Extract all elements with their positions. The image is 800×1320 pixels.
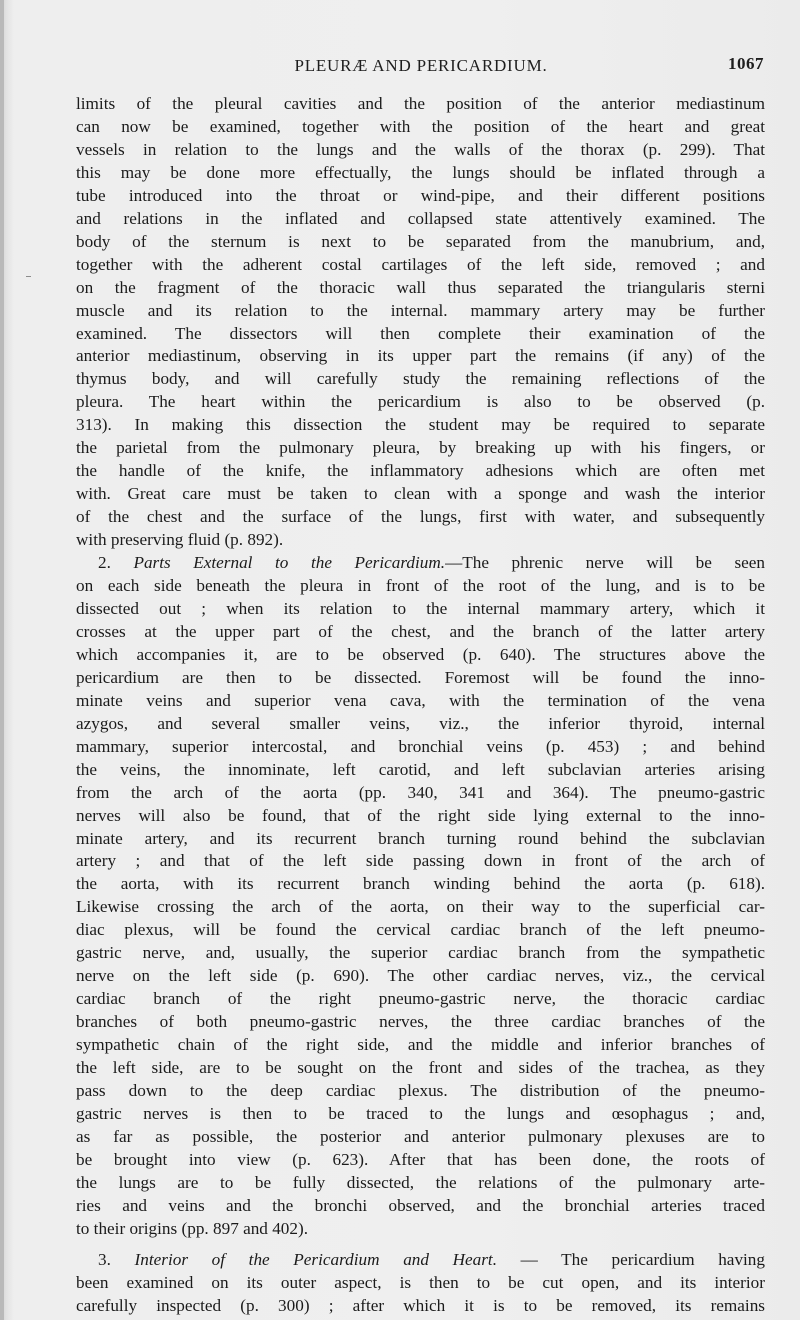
text-line: cardiac branch of the right pneumo-gastric nerve, the thoracic cardiac (76, 989, 765, 1009)
paragraph-3-first-line (76, 1249, 765, 1272)
paragraph-3-first-line-rest: — The pericardium having (497, 1249, 765, 1269)
margin-mark (26, 276, 31, 277)
text-line: branches of both pneumo-gastric nerves, the three cardiac branches of the (76, 1012, 765, 1032)
text-line: carefully inspected (p. 300) ; after which it is to be removed, its remains (76, 1295, 765, 1315)
text-line: examined. The dissectors will then complete their examination of the (76, 323, 765, 343)
text-line: gastric nerves is then to be traced to the lungs and œsophagus ; and, (76, 1103, 765, 1123)
text-line: can now be examined, together with the position of the heart and great (76, 116, 765, 136)
section-number: 3. (98, 1249, 111, 1269)
text-line: tube introduced into the throat or wind-pipe, and their different positions (76, 185, 765, 205)
paragraph-2-first-line-rest: —The phrenic nerve will be seen (445, 553, 765, 573)
text-line: the lungs are to be fully dissected, the relations of the pulmonary arte- (76, 1172, 765, 1192)
text-line: be brought into view (p. 623). After that has been done, the roots of (76, 1149, 765, 1169)
text-line: and relations in the inflated and collapsed state attentively examined. The (76, 208, 765, 228)
text-line: muscle and its relation to the internal. mammary artery may be further (76, 300, 765, 320)
text-line: body of the sternum is next to be separated from the manubrium, and, (76, 231, 765, 251)
section-heading: Interior of the Pericardium and Heart. (134, 1249, 498, 1269)
text-line: Likewise crossing the arch of the aorta, on their way to the superficial car- (76, 897, 765, 917)
text-line: pleura. The heart within the pericardium is also to be observed (p. (76, 392, 765, 412)
text-line: limits of the pleural cavities and the position of the anterior mediastinum (76, 94, 765, 113)
text-line: pericardium are then to be dissected. Foremost will be found the inno- (76, 667, 765, 687)
text-line: the veins, the innominate, left carotid, and left subclavian arteries arising (76, 759, 765, 779)
paragraph-2-first-line (76, 552, 765, 575)
text-line: crosses at the upper part of the chest, and the branch of the latter artery (76, 621, 765, 641)
text-line: as far as possible, the posterior and anterior pulmonary plexuses are to (76, 1126, 765, 1146)
text-line: nerves will also be found, that of the right side lying external to the inno- (76, 805, 765, 825)
text-line: with. Great care must be taken to clean with a sponge and wash the interior (76, 484, 765, 504)
text-line: thymus body, and will carefully study the remaining reflections of the (76, 369, 765, 389)
text-line: on each side beneath the pleura in front of the root of the lung, and is to be (76, 576, 765, 596)
text-line: azygos, and several smaller veins, viz., the inferior thyroid, internal (76, 713, 765, 733)
text-line: 313). In making this dissection the student may be required to separate (76, 415, 765, 435)
text-line: nerve on the left side (p. 690). The other cardiac nerves, viz., the cervical (76, 966, 765, 986)
text-line: from the arch of the aorta (pp. 340, 341 and 364). The pneumo-gastric (76, 782, 765, 802)
text-line: the aorta, with its recurrent branch winding behind the aorta (p. 618). (76, 874, 765, 894)
text-line: anterior mediastinum, observing in its upper part the remains (if any) of the (76, 346, 765, 366)
text-line: been examined on its outer aspect, is then to be cut open, and its interior (76, 1272, 765, 1292)
running-title: PLEURÆ AND PERICARDIUM. (294, 56, 548, 75)
text-line: which accompanies it, are to be observed (p. 640). The structures above the (76, 644, 765, 664)
paragraph-2 (76, 552, 765, 1241)
text-line: sympathetic chain of the right side, and the middle and inferior branches of (76, 1035, 765, 1055)
text-line: the parietal from the pulmonary pleura, by breaking up with his fingers, or (76, 438, 765, 458)
text-line: of the chest and the surface of the lungs, first with water, and subsequently (76, 507, 765, 527)
text-line: ries and veins and the bronchi observed, and the bronchial arteries traced (76, 1195, 765, 1215)
section-heading: Parts External to the Pericardium. (133, 553, 446, 573)
text-line: vessels in relation to the lungs and the walls of the thorax (p. 299). That (76, 139, 765, 159)
body-text (76, 93, 765, 1318)
paragraph-1 (76, 93, 765, 552)
text-line: diac plexus, will be found the cervical cardiac branch of the left pneumo- (76, 920, 765, 940)
text-line: together with the adherent costal cartilages of the left side, removed ; and (76, 254, 765, 274)
text-line: on the fragment of the thoracic wall thus separated the triangularis sterni (76, 277, 765, 297)
text-line: to their origins (pp. 897 and 402). (76, 1218, 308, 1238)
page-header (76, 54, 766, 78)
section-number: 2. (98, 553, 111, 573)
text-line: the left side, are to be sought on the front and sides of the trachea, as they (76, 1058, 765, 1078)
paragraph-3 (76, 1249, 765, 1318)
text-line: artery ; and that of the left side passing down in front of the arch of (76, 851, 765, 871)
text-line: minate artery, and its recurrent branch turning round behind the subclavian (76, 828, 765, 848)
text-line: the handle of the knife, the inflammatory adhesions which are often met (76, 461, 765, 481)
text-line: mammary, superior intercostal, and bronchial veins (p. 453) ; and behind (76, 736, 765, 756)
text-line: this may be done more effectually, the lungs should be inflated through a (76, 162, 765, 182)
text-line: gastric nerve, and, usually, the superior cardiac branch from the sympathetic (76, 943, 765, 963)
text-line: dissected out ; when its relation to the internal mammary artery, which it (76, 598, 765, 618)
text-line: minate veins and superior vena cava, with the termination of the vena (76, 690, 765, 710)
text-line: pass down to the deep cardiac plexus. The distribution of the pneumo- (76, 1080, 765, 1100)
text-line: with preserving fluid (p. 892). (76, 530, 284, 550)
page-number: 1067 (728, 54, 764, 73)
